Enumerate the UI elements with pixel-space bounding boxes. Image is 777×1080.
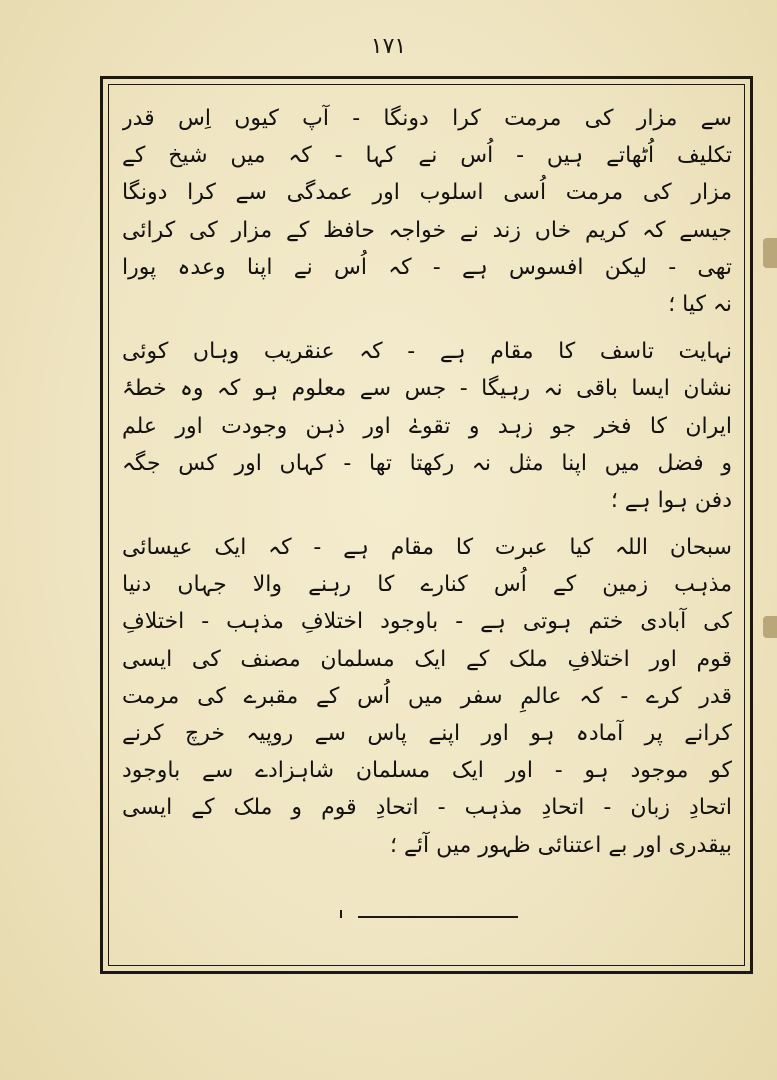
- text-line: تھی - لیکن افسوس ہے - کہ اُس نے اپنا وعدہ پورا: [122, 254, 732, 280]
- text-line: کی آبادی ختم ہوتی ہے - باوجود اختلافِ مذہب - اختلافِ: [122, 609, 732, 635]
- text-line: نہ کیا ؛: [668, 291, 732, 317]
- text-line: ایران کا فخر جو زہد و تقوےٰ اور ذہن وجودت اور علم: [122, 413, 732, 439]
- paragraph-gap: [122, 519, 732, 529]
- text-line: قدر کرے - کہ عالمِ سفر میں اُس کے مقبرے کی مرمت: [122, 683, 732, 709]
- text-line: سے مزار کی مرمت کرا دونگا - آپ کیوں اِس قدر: [122, 106, 732, 131]
- paragraph-gap: [122, 323, 732, 333]
- text-line: مذہب زمین کے اُس کنارے کا رہنے والا جہاں دنیا: [122, 572, 732, 598]
- text-line: و فضل میں اپنا مثل نہ رکھتا تھا - کہاں اور کس جگہ: [122, 450, 732, 476]
- text-line: قوم اور اختلافِ ملک کے ایک مسلمان مصنف کی ایسی: [122, 646, 732, 672]
- text-line: نہایت تاسف کا مقام ہے - کہ عنقریب وہاں کوئی: [122, 339, 732, 365]
- page-number: ١٧١: [370, 34, 407, 59]
- paragraph-1: [122, 100, 732, 323]
- paragraph-3: [122, 529, 732, 864]
- paper-edge-tab: [763, 616, 777, 638]
- text-line: سبحان اللہ کیا عبرت کا مقام ہے - کہ ایک عیسائی: [122, 535, 732, 561]
- paragraph-2: [122, 333, 732, 519]
- end-rule-divider: [358, 916, 518, 918]
- text-line: مزار کی مرمت اُسی اسلوب اور عمدگی سے کرا دونگا: [122, 180, 732, 206]
- text-line: جیسے کہ کریم خاں زند نے خواجہ حافظ کے مزار کی کرائی: [122, 217, 732, 243]
- text-line: کرانے پر آمادہ ہو اور اپنے پاس سے روپیہ خرچ کرنے: [122, 721, 732, 746]
- text-line: اتحادِ زبان - اتحادِ مذہب - اتحادِ قوم و ملک کے ایسی: [122, 795, 732, 821]
- text-line: تکلیف اُٹھاتے ہیں - اُس نے کہا - کہ میں شیخ کے: [122, 143, 732, 169]
- text-line: دفن ہوا ہے ؛: [610, 487, 732, 513]
- end-ornament-tick: [340, 910, 342, 918]
- text-line: کو موجود ہو - اور ایک مسلمان شاہزادے سے باوجود: [122, 758, 732, 784]
- text-line: نشان ایسا باقی نہ رہیگا - جس سے معلوم ہو کہ وہ خطۂ: [122, 376, 732, 402]
- urdu-text-body: [122, 100, 732, 910]
- paper-edge-tab: [763, 238, 777, 268]
- text-line: بیقدری اور بے اعتنائی ظہور میں آئے ؛: [390, 832, 732, 858]
